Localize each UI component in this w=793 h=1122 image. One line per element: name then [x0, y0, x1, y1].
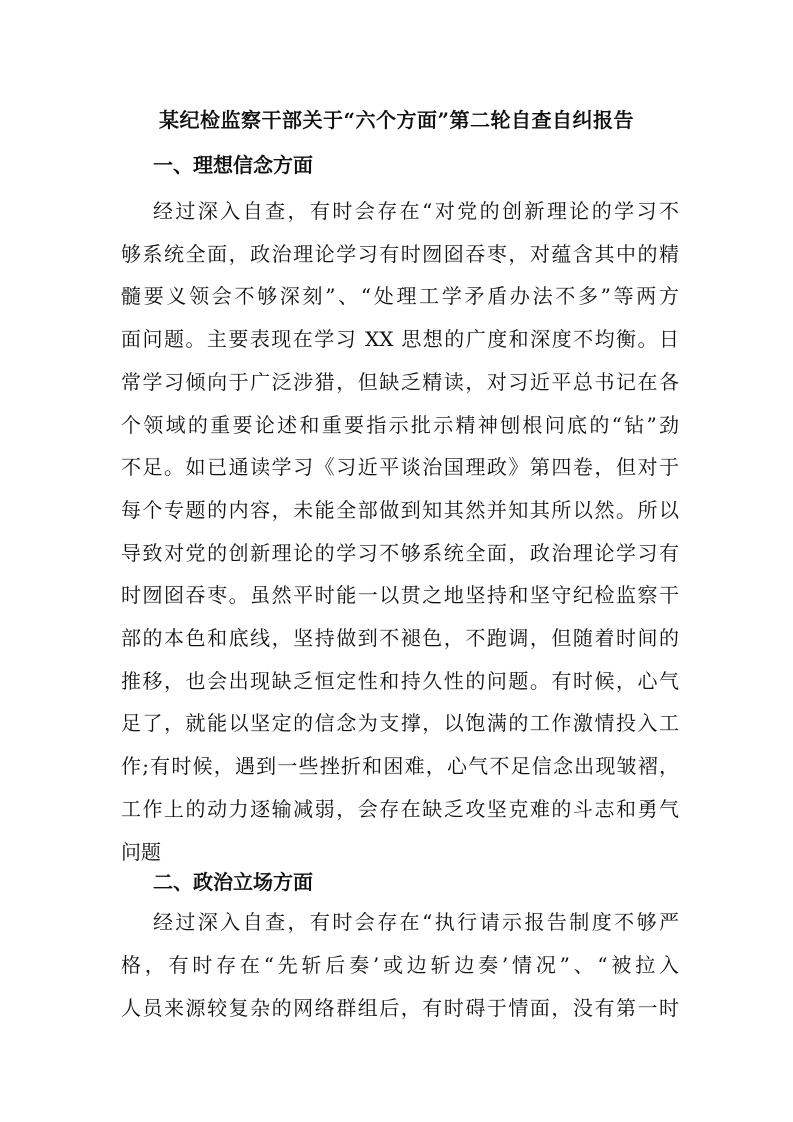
paragraph-line: 经过深入自查，有时会存在“对党的创新理论的学习不 — [153, 199, 679, 223]
paragraph-line: 经过深入自查，有时会存在“执行请示报告制度不够严 — [153, 910, 679, 934]
paragraph-line: 够系统全面，政治理论学习有时囫囵吞枣，对蕴含其中的精 — [121, 241, 679, 266]
paragraph-line: 问题 — [121, 839, 161, 864]
paragraph-line: 推移，也会出现缺乏恒定性和持久性的问题。有时候，心气 — [121, 668, 679, 693]
paragraph-line: 髓要义领会不够深刻”、“处理工学矛盾办法不多”等两方 — [121, 284, 679, 309]
paragraph-line: 导致对党的创新理论的学习不够系统全面，政治理论学习有 — [121, 540, 679, 565]
paragraph-line: 格，有时存在“先斩后奏’或边斩边奏’情况”、“被拉入 — [121, 953, 679, 977]
paragraph-line: 时囫囵吞枣。虽然平时能一以贯之地坚持和坚守纪检监察干 — [121, 583, 679, 608]
paragraph-line: 部的本色和底线，坚持做到不褪色，不跑调，但随着时间的 — [121, 626, 679, 650]
paragraph-line: 人员来源较复杂的网络群组后，有时碍于情面，没有第一时 — [121, 996, 679, 1020]
document-title: 某纪检监察干部关于“六个方面”第二轮自查自纠报告 — [158, 108, 634, 132]
paragraph-line: 足了，就能以坚定的信念为支撑，以饱满的工作激情投入工 — [121, 711, 679, 736]
paragraph-line: 工作上的动力逐输减弱，会存在缺乏攻坚克难的斗志和勇气 — [121, 796, 679, 821]
paragraph-line: 常学习倾向于广泛涉猎，但缺乏精读，对习近平总书记在各 — [121, 369, 679, 394]
section-heading-1: 一、理想信念方面 — [153, 153, 313, 177]
paragraph-line: 不足。如已通读学习《习近平谈治国理政》第四卷，但对于 — [121, 455, 679, 480]
paragraph-line: 每个专题的内容，未能全部做到知其然并知其所以然。所以 — [121, 497, 679, 522]
paragraph-line: 作;有时候，遇到一些挫折和困难，心气不足信念出现皱褶， — [121, 754, 679, 779]
paragraph-line: 个领域的重要论述和重要指示批示精神刨根问底的“钻”劲 — [121, 412, 679, 437]
paragraph-line: 面问题。主要表现在学习 XX 思想的广度和深度不均衡。日 — [121, 327, 679, 352]
section-heading-2: 二、政治立场方面 — [153, 870, 313, 894]
